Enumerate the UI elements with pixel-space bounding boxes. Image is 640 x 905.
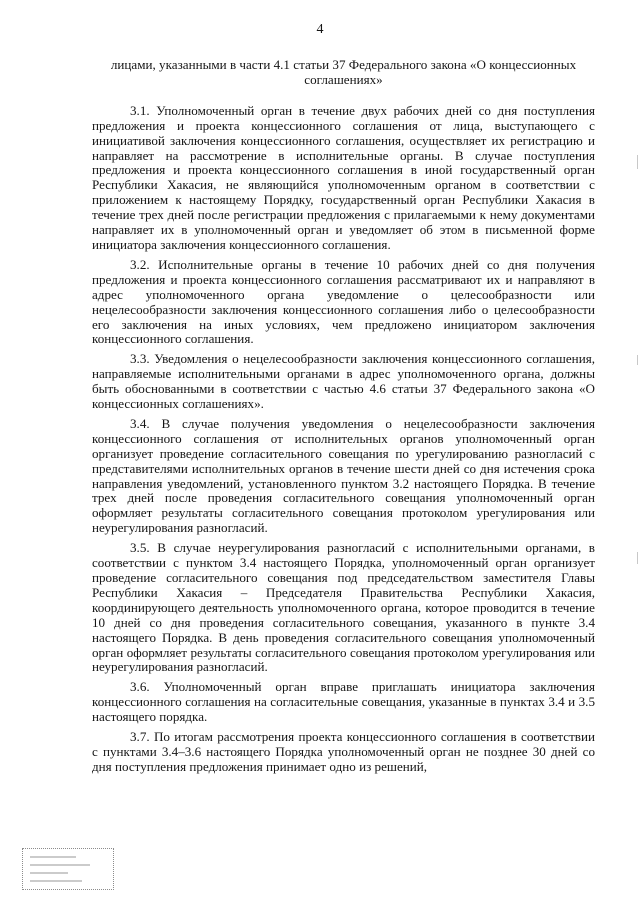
- stamp-mark: [30, 880, 82, 882]
- paragraph-3-7: 3.7. По итогам рассмотрения проекта концессионного соглашения в соответствии с пунктами 3.4–3.6 настоящего Порядка уполномоченный орган не позднее 30 дней со дня поступления предложения принимает одно из решений,: [92, 729, 595, 774]
- stamp-mark: [30, 856, 76, 858]
- paragraph-3-2: 3.2. Исполнительные органы в течение 10 рабочих дней со дня получения предложения и проекта концессионного соглашения рассматривают их и направляют в адрес уполномоченного органа уведомление о целесообразности или нецелесообразности заключения концессионного соглашения либо о целесообразности его заключения на иных условиях, чем предложено инициатором заключения концессионного соглашения.: [92, 256, 595, 347]
- paragraph-3-1: 3.1. Уполномоченный орган в течение двух рабочих дней со дня поступления предложения и проекта концессионного соглашения от лица, выступающего с инициативой заключения концессионного соглашения, осуществляет их регистрацию и направляет на рассмотрение в исполнительные органы. В случае поступления предложения и проекта концессионного соглашения в иной государственный орган Республики Хакасия, не являющийся уполномоченным органом в соответствии с приложением к настоящему Порядку, государственный орган Республики Хакасия в течение трех дней после регистрации предложения с прилагаемыми к нему документами направляет их в уполномоченный орган и уведомляет об этом в письменной форме инициатора заключения концессионного соглашения.: [92, 102, 595, 252]
- paragraph-3-6: 3.6. Уполномоченный орган вправе приглашать инициатора заключения концессионного соглашения на согласительные совещания, указанные в пунктах 3.4 и 3.5 настоящего порядка.: [92, 679, 595, 725]
- document-body: [92, 58, 595, 775]
- paragraph-3-4: 3.4. В случае получения уведомления о нецелесообразности заключения концессионного соглашения от исполнительных органов уполномоченный орган организует проведение согласительного совещания по урегулированию разногласий с представителями исполнительных органов в течение шести дней со дня истечения срока направления уведомлений, установленного пунктом 3.2 настоящего Порядка. В течение трех дней после проведения согласительного совещания уполномоченный орган оформляет результаты согласительного совещания протоколом урегулирования или неурегулирования разногласий.: [92, 415, 595, 536]
- scan-edge-mark: [637, 552, 638, 564]
- paragraph-3-3: 3.3. Уведомления о нецелесообразности заключения концессионного соглашения, направляемые исполнительными органами в адрес уполномоченного органа, должны быть обоснованными в соответствии с частью 4.6 статьи 37 Федерального закона «О концессионных соглашениях».: [92, 351, 595, 412]
- scan-edge-mark: [637, 155, 638, 169]
- lead-text: лицами, указанными в части 4.1 статьи 37 Федерального закона «О концессионных соглашениях»: [110, 57, 577, 87]
- stamp-mark: [30, 864, 90, 866]
- scan-stamp: [22, 848, 114, 890]
- page-number: 4: [316, 22, 324, 37]
- paragraph-3-5: 3.5. В случае неурегулирования разногласий с исполнительными органами, в соответствии с пунктом 3.4 настоящего Порядка, уполномоченный орган организует проведение согласительного совещания под председательством заместителя Главы Республики Хакасия – Председателя Правительства Республики Хакасия, координирующего деятельность уполномоченного органа, которое проводится в течение 10 дней со дня проведения согласительного совещания, указанного в пункте 3.4 настоящего Порядка. В день проведения согласительного совещания уполномоченный орган оформляет результаты согласительного совещания протоколом урегулирования или неурегулирования разногласий.: [92, 540, 595, 675]
- scan-edge-mark: [637, 355, 638, 365]
- stamp-border: [22, 848, 114, 890]
- stamp-mark: [30, 872, 68, 874]
